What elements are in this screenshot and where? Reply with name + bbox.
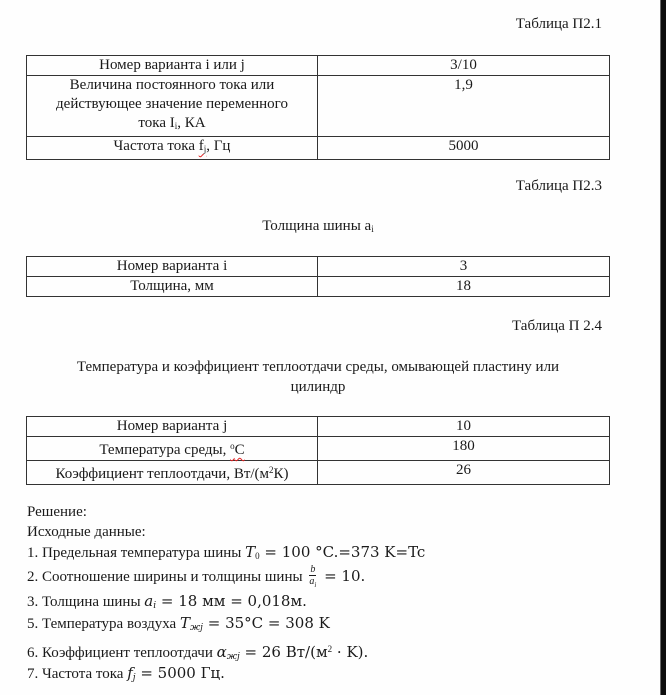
item-text: 6. Коэффициент теплоотдачи [27,645,217,661]
degree-sup: o [230,441,235,451]
label-text: Температура среды, [99,442,231,458]
math-var: α [216,643,227,661]
table-cell-label: Номер варианта i или j [27,56,318,76]
item-text: 1. Предельная температура шины [27,545,246,561]
label-var: f [198,138,204,154]
item-text: 3. Толщина шины [27,594,145,610]
den-var: a [309,576,315,587]
table-cell-value: 180 [318,437,610,461]
item-text: 5. Температура воздуха [27,616,180,632]
solution-item [27,611,425,637]
math-subscript: j [132,673,136,683]
title-text: Толщина шины a [262,218,372,234]
label-text: Коэффициент теплоотдачи, Вт/(м [55,466,270,482]
fraction-denominator [309,576,316,591]
title-line: цилиндр [290,379,346,395]
math-expr: = 18 мм = 0,018м. [156,592,307,610]
table-row [27,437,610,461]
math-superscript: 2 [327,644,333,654]
math-var: T [179,614,190,632]
solution-heading: Решение: [27,504,87,520]
label-subscript: i [174,121,178,131]
item-text: 7. Частота тока [27,666,128,682]
table-row [27,461,610,485]
table-p23 [26,256,610,297]
label-superscript: 2 [269,465,274,475]
math-var: T [245,543,256,561]
label-line: действующее значение переменного [56,96,288,112]
label-text: тока I [138,115,175,131]
den-subscript: i [314,581,317,589]
math-var: f [127,664,133,682]
table-cell-label: Номер варианта j [27,417,318,437]
table-row [27,257,610,277]
math-fraction [309,564,316,591]
label-unit: К) [273,466,289,482]
math-expr: = 5000 Гц. [135,664,225,682]
table-row [27,417,610,437]
table-row [27,56,610,76]
table-p21 [26,55,610,160]
math-subscript: i [153,601,157,611]
math-expr: = 100 °C.=373 K=Tc [259,543,426,561]
table-cell-label [27,76,318,137]
math-expr: = 10. [319,566,366,585]
table-cell-label [27,461,318,485]
solution-section [27,502,425,683]
table-cell-value: 3 [318,257,610,277]
table-p21-caption: Таблица П2.1 [515,16,602,32]
spellcheck-underline [230,442,245,458]
table-cell-value: 3/10 [318,56,610,76]
math-subscript: жj [226,652,240,662]
table-cell-value: 10 [318,417,610,437]
table-p23-caption: Таблица П2.3 [515,178,602,194]
solution-item [27,591,425,611]
table-p24-title [26,357,610,397]
label-line [31,114,313,136]
table-p24-caption: Таблица П 2.4 [512,318,602,334]
title-line: Температура и коэффициент теплоотдачи среды, омывающей пластину или [76,359,560,375]
table-cell-label: Толщина, мм [27,277,318,297]
table-p23-title [26,216,610,239]
math-expr: · K). [332,643,369,661]
table-row [27,137,610,160]
solution-subheading: Исходные данные: [27,524,146,540]
label-text: Частота тока [113,138,199,154]
label-unit: , КА [177,115,206,131]
table-cell-label [27,137,318,160]
table-cell-label: Номер варианта i [27,257,318,277]
fraction-numerator: b [310,564,316,575]
solution-item [27,637,425,663]
item-text: 2. Соотношение ширины и толщины шины [27,568,307,585]
math-expr: = 26 Вт/(м [239,643,328,661]
label-line: Величина постоянного тока или [69,77,275,93]
label-unit: , Гц [206,138,231,154]
table-cell-value: 1,9 [318,76,610,137]
table-cell-value: 5000 [318,137,610,160]
table-cell-value: 18 [318,277,610,297]
window-edge [660,0,666,695]
solution-item [27,542,425,562]
label-subscript: j [203,144,207,154]
table-row [27,277,610,297]
math-expr: = 35°C = 308 K [202,614,330,632]
table-p24 [26,416,610,485]
label-unit: C [234,442,245,458]
table-row [27,76,610,137]
table-cell-value: 26 [318,461,610,485]
math-subscript: жj [189,623,203,633]
solution-item [27,663,425,683]
table-cell-label [27,437,318,461]
math-subscript: 0 [255,551,260,561]
solution-item [27,562,425,591]
title-subscript: i [371,224,374,234]
math-var: a [144,592,154,610]
